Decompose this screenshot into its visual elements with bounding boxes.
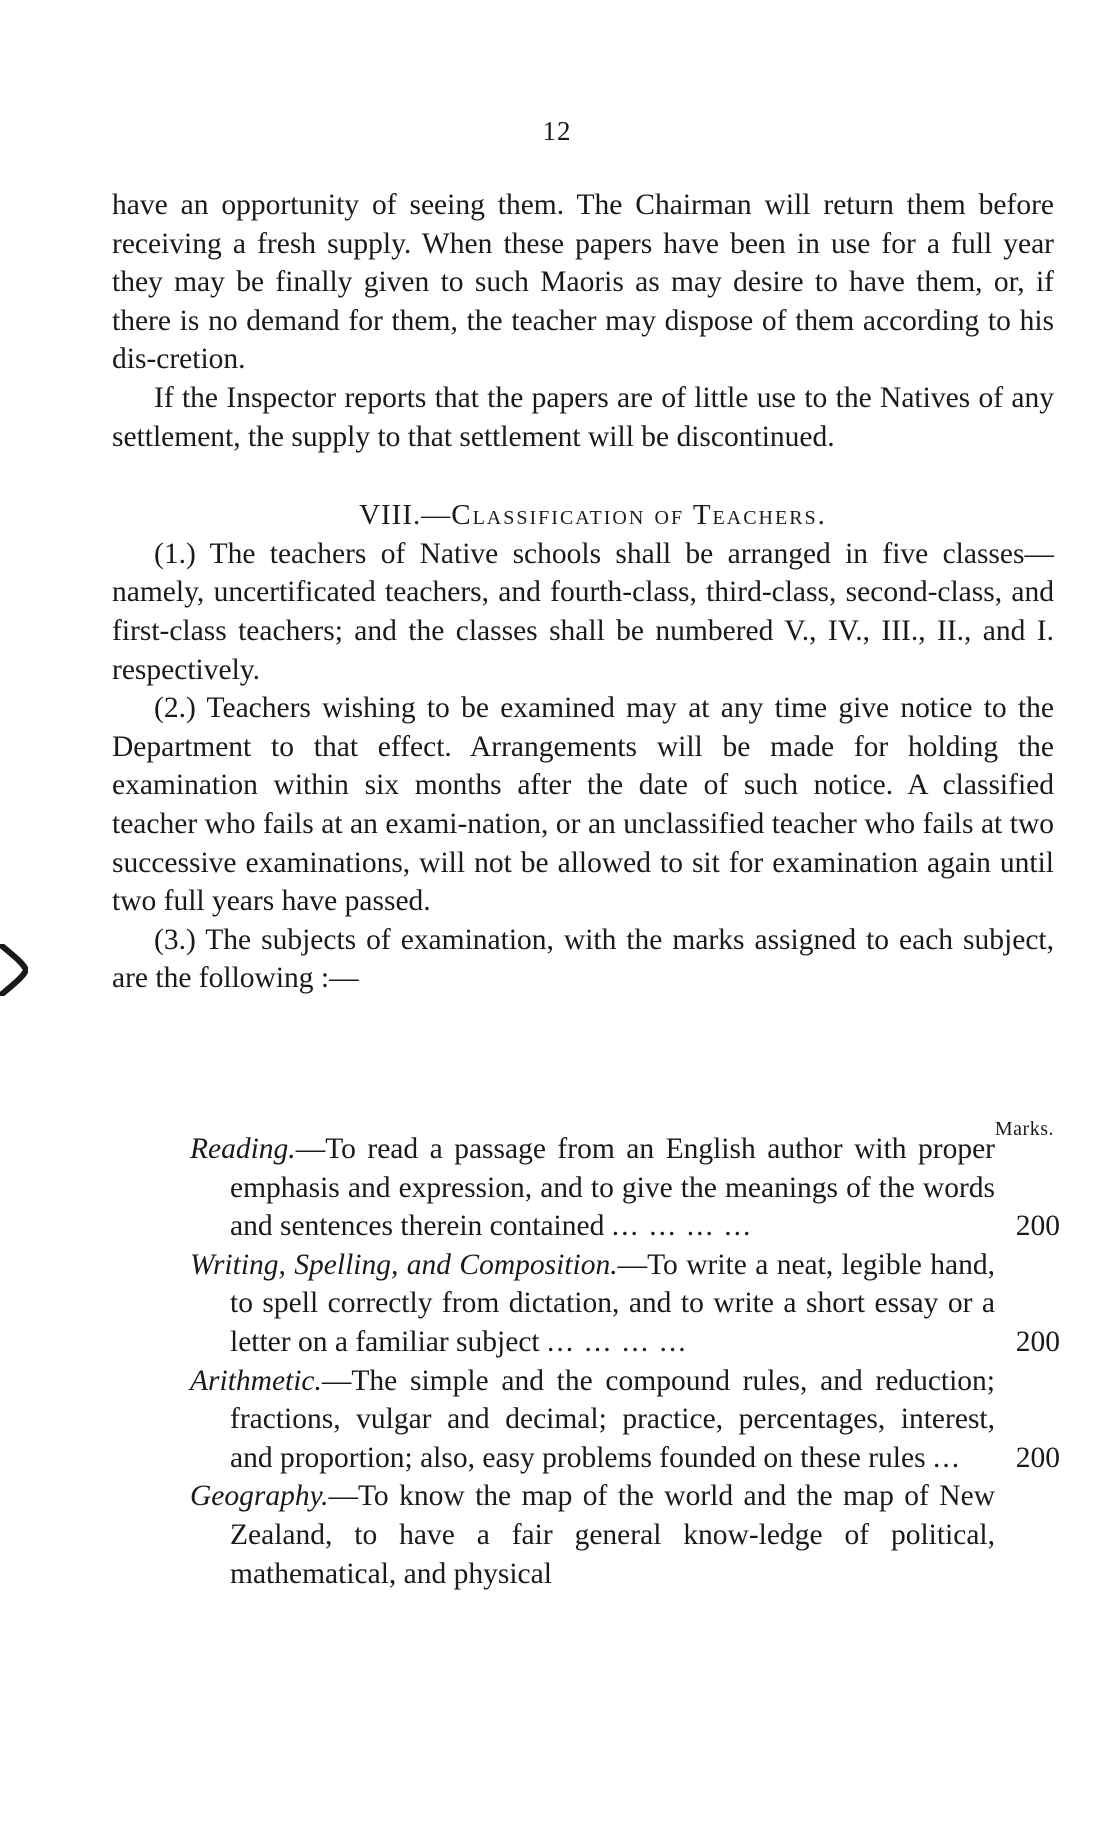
section-heading [112, 496, 1054, 535]
clause-1: (1.) The teachers of Native schools shall be arranged in five classes—namely, uncertificated teachers, and fourth-class, third-class, second-class, and first-class teachers; and the classes shall be numbered V., IV., III., II., and I. respectively. [112, 537, 1054, 686]
subject-geography [190, 1477, 1060, 1593]
subjects-list [190, 1130, 1060, 1593]
marks-column-header: Marks. [994, 1118, 1054, 1140]
subject-name: Writing, Spelling, and Composition. [190, 1248, 618, 1281]
opening-paragraph: have an opportunity of seeing them. The Chairman will return them before receiving a fresh supply. When these papers have been in use for a full year they may be finally given to such Maoris as may desire to have them, or, if there is no demand for them, the teacher may dispose of them according to his dis-cretion. [112, 189, 1054, 376]
clause-3: (3.) The subjects of examination, with the marks assigned to each subject, are the following :— [112, 923, 1054, 995]
subject-marks: 200 [1015, 1210, 1060, 1243]
inspector-paragraph: If the Inspector reports that the papers are of little use to the Natives of any settlement, the supply to that settlement will be discontinued. [112, 381, 1054, 453]
subject-name: Arithmetic. [190, 1364, 322, 1397]
subject-text [190, 1130, 995, 1246]
section-title: Classification of Teachers. [451, 499, 827, 532]
subject-name: Geography. [190, 1480, 329, 1513]
dot-leader: ... [932, 1441, 962, 1474]
subject-text [190, 1477, 995, 1593]
body-text [112, 186, 1054, 998]
subject-writing [190, 1246, 1060, 1362]
subject-arithmetic [190, 1362, 1060, 1478]
subject-marks: 200 [1015, 1441, 1060, 1474]
subject-description: —To read a passage from an English author with proper emphasis and expression, and to give the meanings of the words and sentences therein contained [230, 1133, 995, 1243]
subject-description: —To write a neat, legible hand, to spell correctly from dictation, and to write a short essay or a letter on a familiar subject [230, 1248, 995, 1358]
dot-leader: ... ... ... ... [611, 1210, 753, 1243]
subject-text [190, 1362, 995, 1478]
dot-leader: ... ... ... ... [547, 1325, 688, 1358]
section-number: VIII.— [359, 499, 452, 532]
binding-edge-mark [0, 944, 28, 996]
page-number: 12 [542, 116, 572, 146]
clause-2: (2.) Teachers wishing to be examined may at any time give notice to the Department to that effect. Arrangements will be made for holding the examination within six months after the date of such notice. A classified teacher who fails at an exami-nation, or an unclassified teacher who fails at two successive examinations, will not be allowed to sit for examination again until two full years have passed. [112, 692, 1054, 918]
subject-description: —The simple and the compound rules, and reduction; fractions, vulgar and decimal; practice, percentages, interest, and proportion; also, easy problems founded on these rules [230, 1364, 995, 1474]
subject-marks: 200 [1015, 1325, 1060, 1358]
subject-name: Reading. [190, 1133, 296, 1165]
subject-description: —To know the map of the world and the map of New Zealand, to have a fair general know-ledge of political, mathematical, and physical [230, 1480, 995, 1590]
subject-reading [190, 1130, 1060, 1246]
subject-text [190, 1246, 995, 1362]
